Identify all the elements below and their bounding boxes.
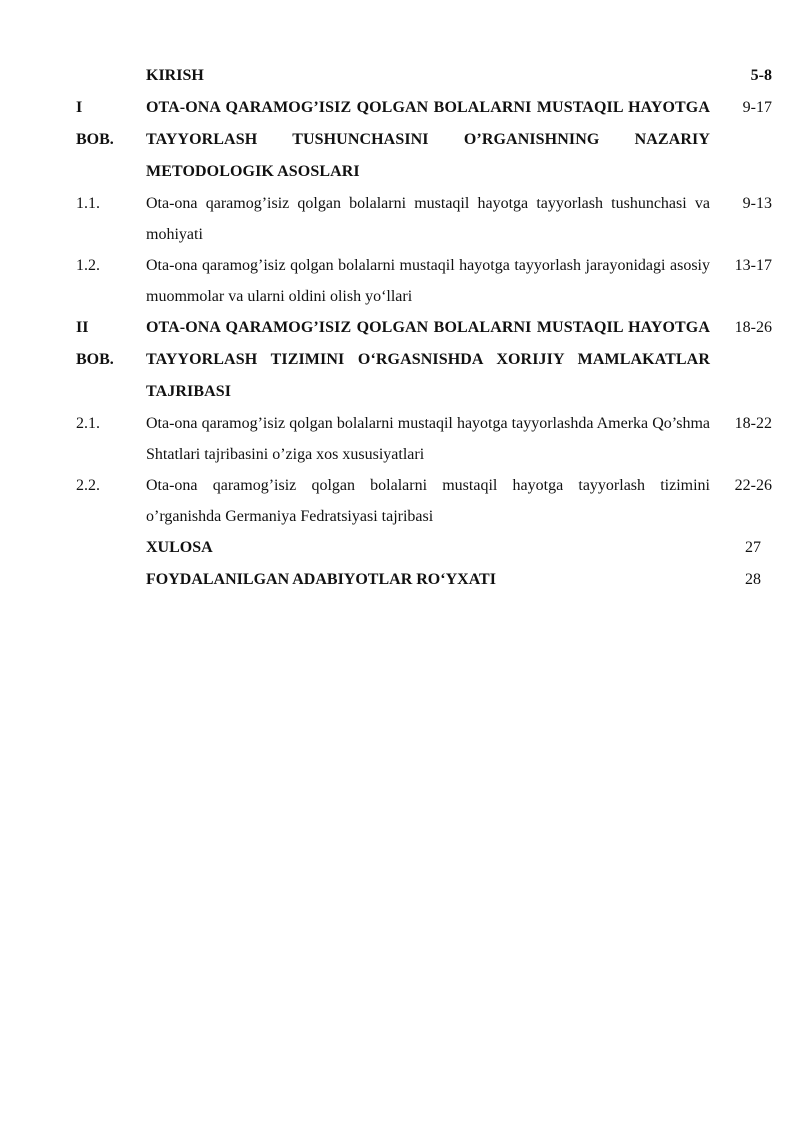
toc-entry-chapter-2 xyxy=(76,312,776,408)
toc-entry-page: 28 xyxy=(745,571,761,588)
toc-entry-number: 1.2. xyxy=(76,257,100,274)
toc-entry-number: 2.2. xyxy=(76,477,100,494)
toc-entry-bibliography xyxy=(76,564,776,596)
toc-entry-page: 5-8 xyxy=(750,67,772,84)
toc-entry-chapter-1 xyxy=(76,92,776,188)
toc-entry-xulosa xyxy=(76,532,776,564)
toc-entry-title: Ota-ona qaramog’isiz qolgan bolalarni mustaqil hayotga tayyorlash jarayonidagi asosiy muommolar va ularni oldini olish yo‘llari xyxy=(146,257,710,305)
toc-entry-page: 9-13 xyxy=(742,195,772,212)
toc-entry-page: 13-17 xyxy=(734,257,772,274)
toc-entry-page: 9-17 xyxy=(742,99,772,116)
toc-entry-title: OTA-ONA QARAMOG’ISIZ QOLGAN BOLALARNI MUSTAQIL HAYOTGA TAYYORLASH TUSHUNCHASINI O’RGANISHNING NAZARIY METODOLOGIK ASOSLARI xyxy=(146,99,710,180)
toc-entry-title: XULOSA xyxy=(146,539,213,556)
toc-entry-number: 1.1. xyxy=(76,195,100,212)
table-of-contents xyxy=(76,60,776,596)
toc-entry-page: 22-26 xyxy=(734,477,772,494)
toc-entry-section-1-2 xyxy=(76,250,776,312)
toc-entry-page: 18-22 xyxy=(734,415,772,432)
toc-entry-title: FOYDALANILGAN ADABIYOTLAR RO‘YXATI xyxy=(146,571,496,588)
toc-entry-number: 2.1. xyxy=(76,415,100,432)
toc-entry-kirish xyxy=(76,60,776,92)
toc-entry-number: I BOB. xyxy=(76,99,114,148)
toc-entry-title: Ota-ona qaramog’isiz qolgan bolalarni mustaqil hayotga tayyorlash tushunchasi va mohiyati xyxy=(146,195,710,243)
toc-entry-page: 27 xyxy=(745,539,761,556)
toc-entry-title: KIRISH xyxy=(146,67,204,84)
toc-entry-number: II BOB. xyxy=(76,319,114,368)
toc-entry-title: Ota-ona qaramog’isiz qolgan bolalarni mustaqil hayotga tayyorlash tizimini o’rganishda Germaniya Fedratsiyasi tajribasi xyxy=(146,477,710,525)
toc-entry-page: 18-26 xyxy=(734,319,772,336)
toc-entry-title: OTA-ONA QARAMOG’ISIZ QOLGAN BOLALARNI MUSTAQIL HAYOTGA TAYYORLASH TIZIMINI O‘RGASNISHDA XORIJIY MAMLAKATLAR TAJRIBASI xyxy=(146,319,710,400)
toc-entry-section-2-1 xyxy=(76,408,776,470)
toc-entry-section-2-2 xyxy=(76,470,776,532)
toc-entry-title: Ota-ona qaramog’isiz qolgan bolalarni mustaqil hayotga tayyorlashda Amerka Qo’shma Shtatlari tajribasini o’ziga xos xususiyatlari xyxy=(146,415,710,463)
toc-entry-section-1-1 xyxy=(76,188,776,250)
